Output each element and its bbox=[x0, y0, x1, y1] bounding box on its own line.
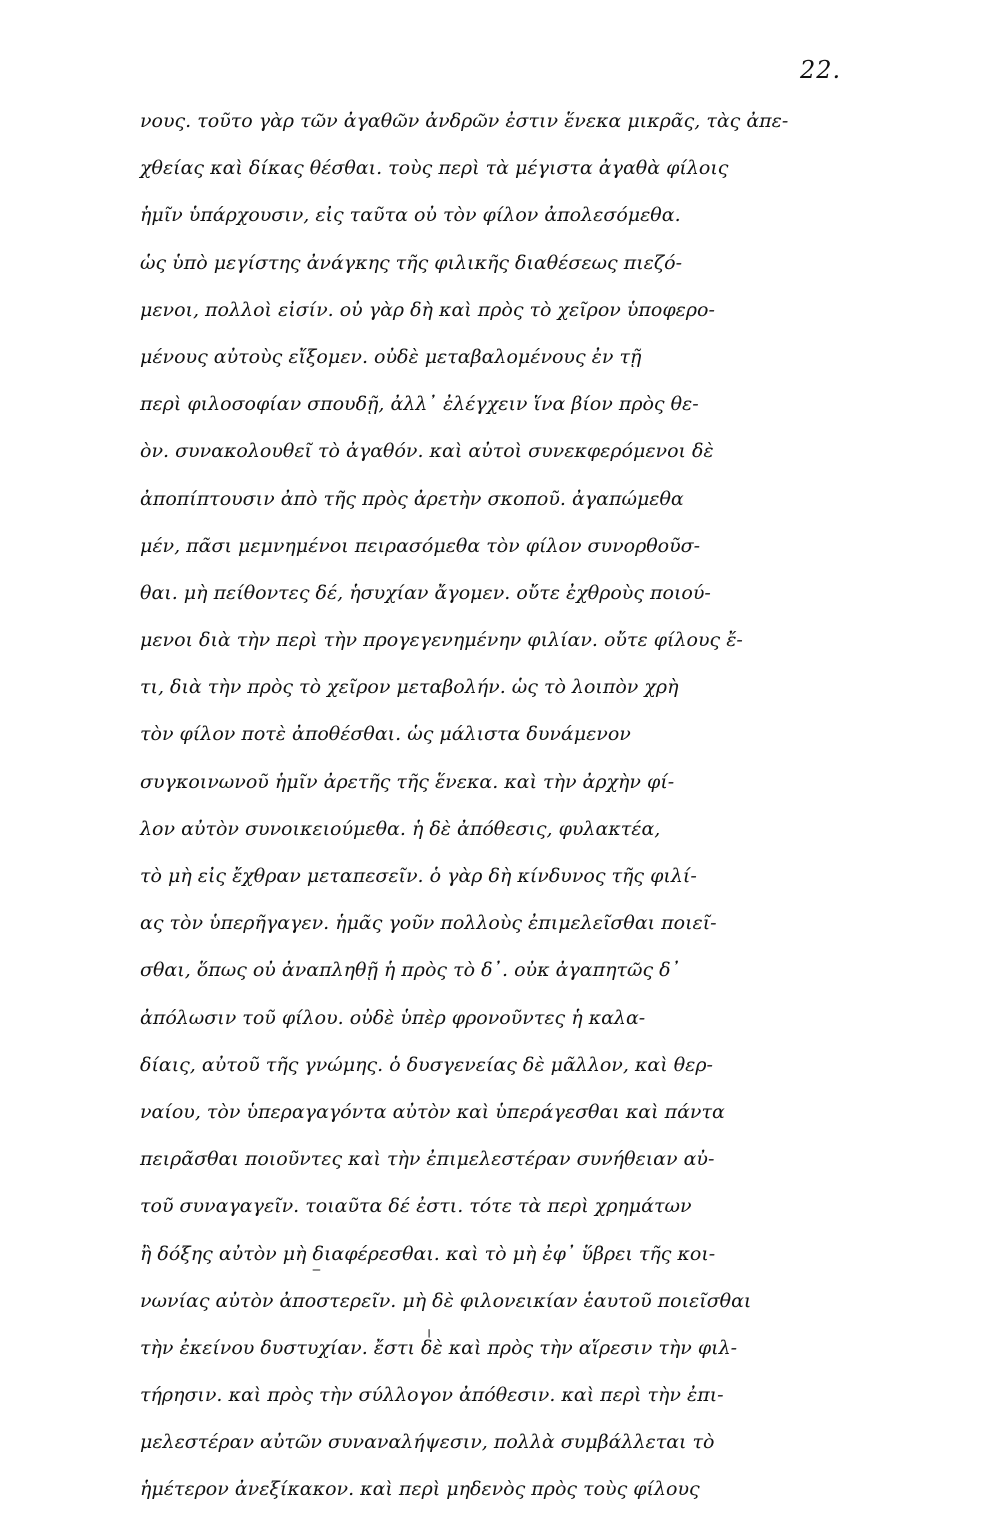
text-line: ἡμέτερον ἀνεξίκακον. καὶ περὶ μηδενὸς πρὸς τοὺς φίλους bbox=[140, 1478, 700, 1501]
text-line: τὸ μὴ εἰς ἔχθραν μεταπεσεῖν. ὁ γὰρ δὴ κίνδυνος τῆς φιλί- bbox=[140, 865, 697, 887]
text-line: δίαις, αὐτοῦ τῆς γνώμης. ὁ δυσγενείας δὲ μᾶλλον, καὶ θερ- bbox=[140, 1053, 713, 1076]
text-line: τὴν ἐκείνου δυστυχίαν. ἔστι δὲ καὶ πρὸς τὴν αἵρεσιν τὴν φιλ- bbox=[140, 1336, 738, 1359]
text-line: ἡμῖν ὑπάρχουσιν, εἰς ταῦτα οὐ τὸν φίλον ἀπολεσόμεθα. bbox=[140, 204, 681, 227]
text-line: μελεστέραν αὐτῶν συναναλήψεσιν, πολλὰ συμβάλλεται τὸ bbox=[140, 1431, 715, 1454]
text-line: τὸν φίλον ποτὲ ἀποθέσθαι. ὡς μάλιστα δυνάμενον bbox=[140, 723, 631, 746]
text-line: ὸν. συνακολουθεῖ τὸ ἀγαθόν. καὶ αὐτοὶ συνεκφερόμενοι δὲ bbox=[140, 440, 714, 463]
text-line: ἀποπίπτουσιν ἀπὸ τῆς πρὸς ἀρετὴν σκοποῦ. ἀγαπώμεθα bbox=[140, 487, 684, 510]
text-line: μενοι διὰ τὴν περὶ τὴν προγεγενημένην φιλίαν. οὔτε φίλους ἔ- bbox=[140, 629, 743, 652]
text-line: πειρᾶσθαι ποιοῦντες καὶ τὴν ἐπιμελεστέραν συνήθειαν αὐ- bbox=[140, 1148, 715, 1171]
text-line: τήρησιν. καὶ πρὸς τὴν σύλλογον ἀπόθεσιν. καὶ περὶ τὴν ἐπι- bbox=[140, 1384, 724, 1407]
text-line: χθείας καὶ δίκας θέσθαι. τοὺς περὶ τὰ μέγιστα ἀγαθὰ φίλοις bbox=[140, 157, 729, 180]
text-line: σθαι, ὅπως οὐ ἀναπληθῇ ἡ πρὸς τὸ δ᾽. οὐκ ἀγαπητῶς δ᾽ bbox=[140, 959, 681, 982]
text-line: περὶ φιλοσοφίαν σπουδῇ, ἀλλ᾽ ἐλέγχειν ἵνα βίον πρὸς θε- bbox=[140, 393, 699, 416]
page-number: 22. bbox=[800, 56, 842, 84]
ink-mark: ‒ bbox=[312, 1262, 321, 1278]
text-line: θαι. μὴ πείθοντες δέ, ἡσυχίαν ἄγομεν. οὔτε ἐχθροὺς ποιού- bbox=[140, 581, 711, 604]
handwritten-text-block bbox=[140, 98, 830, 1514]
text-line: ἢ δόξης αὐτὸν μὴ διαφέρεσθαι. καὶ τὸ μὴ ἐφ᾽ ὕβρει τῆς κοι- bbox=[140, 1242, 716, 1265]
text-line: ας τὸν ὑπερῆγαγεν. ἡμᾶς γοῦν πολλοὺς ἐπιμελεῖσθαι ποιεῖ- bbox=[140, 912, 717, 935]
text-line: νους. τοῦτο γὰρ τῶν ἀγαθῶν ἀνδρῶν ἐστιν ἕνεκα μικρᾶς, τὰς ἀπε- bbox=[140, 110, 789, 132]
text-line: συγκοινωνοῦ ἡμῖν ἀρετῆς τῆς ἕνεκα. καὶ τὴν ἀρχὴν φί- bbox=[140, 770, 675, 793]
text-line: λον αὐτὸν συνοικειούμεθα. ἡ δὲ ἀπόθεσις, φυλακτέα, bbox=[140, 817, 661, 840]
text-line: νωνίας αὐτὸν ἀποστερεῖν. μὴ δὲ φιλονεικίαν ἑαυτοῦ ποιεῖσθαι bbox=[140, 1289, 752, 1312]
ink-mark: ╷ bbox=[425, 1322, 434, 1338]
text-line: ἀπόλωσιν τοῦ φίλου. οὐδὲ ὑπὲρ φρονοῦντες ἡ καλα- bbox=[140, 1006, 646, 1029]
text-line: τι, διὰ τὴν πρὸς τὸ χεῖρον μεταβολήν. ὡς τὸ λοιπὸν χρὴ bbox=[140, 676, 679, 699]
text-line: ὡς ὑπὸ μεγίστης ἀνάγκης τῆς φιλικῆς διαθέσεως πιεζό- bbox=[140, 251, 683, 274]
text-line: μένους αὐτοὺς εἴξομεν. οὐδὲ μεταβαλομένους ἐν τῇ bbox=[140, 345, 642, 368]
text-line: μέν, πᾶσι μεμνημένοι πειρασόμεθα τὸν φίλον συνορθοῦσ- bbox=[140, 534, 701, 557]
text-line: τοῦ συναγαγεῖν. τοιαῦτα δέ ἐστι. τότε τὰ περὶ χρημάτων bbox=[140, 1195, 692, 1218]
text-line: ναίου, τὸν ὑπεραγαγόντα αὐτὸν καὶ ὑπεράγεσθαι καὶ πάντα bbox=[140, 1100, 725, 1123]
text-line: μενοι, πολλοὶ εἰσίν. οὐ γὰρ δὴ καὶ πρὸς τὸ χεῖρον ὑποφερο- bbox=[140, 298, 715, 321]
